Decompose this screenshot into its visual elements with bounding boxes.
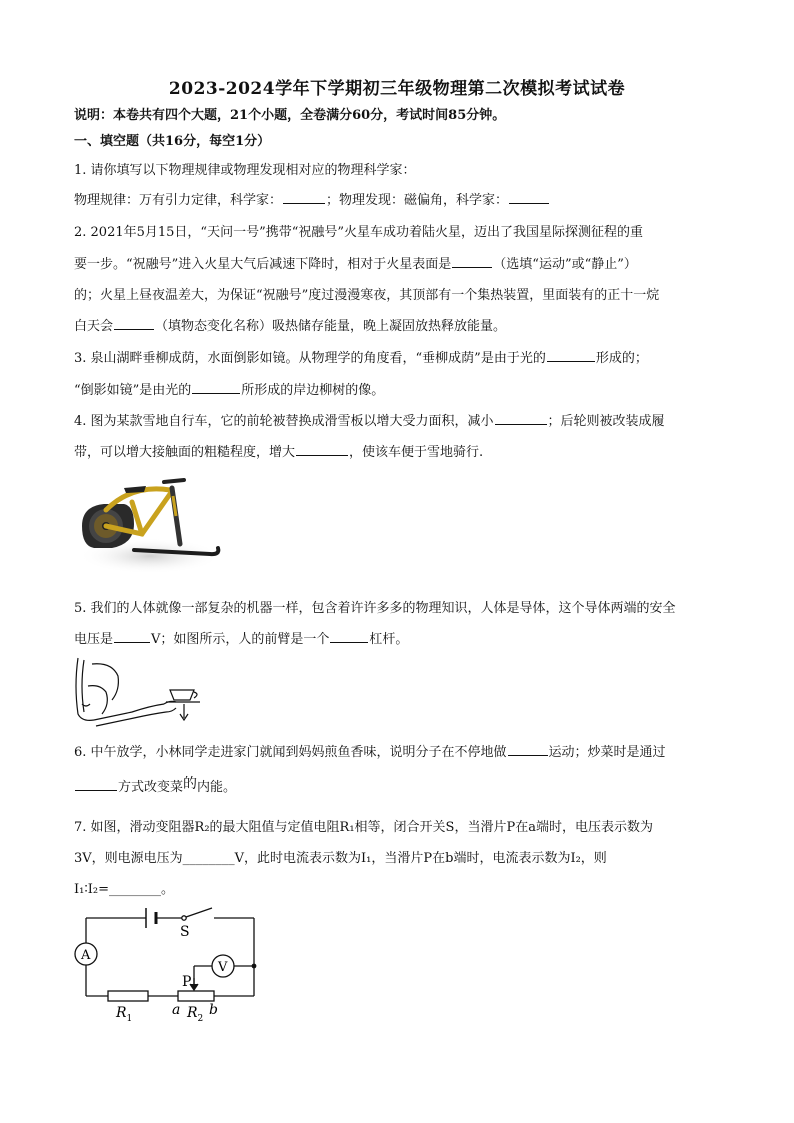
- exam-note: 说明：本卷共有四个大题，21个小题，全卷满分60分，考试时间85分钟。: [74, 108, 506, 123]
- q3-text-b: 形成的；: [595, 351, 648, 366]
- q5-text-a: 电压是: [74, 632, 114, 647]
- end-b-label: b: [209, 1002, 218, 1018]
- q3-text-c: “倒影如镜”是由光的: [74, 383, 192, 398]
- q2-line2: [74, 253, 637, 272]
- q2-text-c: 白天会: [74, 319, 114, 334]
- switch-icon: [182, 908, 212, 920]
- q4-line1: [74, 410, 665, 429]
- q1-line2: [74, 189, 550, 208]
- q7-line3: I₁∶I₂=________。: [74, 882, 174, 897]
- answer-blank[interactable]: [330, 630, 368, 643]
- q2-line3: 的；火星上昼夜温差大，为保证“祝融号”度过漫漫寒夜，其顶部有一个集热装置，里面装有的正十一烷: [74, 288, 660, 303]
- q6-text-d: 的: [183, 776, 198, 792]
- q2-text-d: （填物态变化名称）吸热储存能量，晚上凝固放热释放能量。: [155, 319, 507, 334]
- junction-dot: [252, 964, 257, 969]
- handlebar-icon: [164, 480, 184, 482]
- answer-blank[interactable]: [495, 412, 547, 425]
- end-a-label: a: [172, 1002, 181, 1018]
- r2-label: $R_2$: [187, 1005, 204, 1024]
- circuit-diagram: [70, 898, 270, 1028]
- q7-line2: 3V，则电源电压为________V，此时电流表示数为I₁，当滑片P在b端时，电流表示数为I₂，则: [74, 851, 607, 866]
- q4-text-a: 4. 图为某款雪地自行车，它的前轮被替换成滑雪板以增大受力面积，减小: [74, 414, 494, 429]
- q4-text-d: ，使该车便于雪地骑行.: [349, 445, 484, 460]
- ammeter-icon: [75, 943, 97, 965]
- q3-text-d: 所形成的岸边柳树的像。: [241, 383, 385, 398]
- q1-line1: 1. 请你填写以下物理规律或物理发现相对应的物理科学家：: [74, 163, 416, 178]
- q6-text-b: 运动；炒菜时是通过: [548, 745, 666, 760]
- slider-label: P: [182, 974, 192, 990]
- answer-blank[interactable]: [114, 317, 154, 330]
- voltmeter-label: V: [218, 960, 228, 975]
- snow-bike-figure: [72, 474, 224, 580]
- r1-label: $R_1$: [116, 1005, 133, 1024]
- answer-blank[interactable]: [75, 778, 117, 791]
- q5-line2: [74, 628, 408, 647]
- q6-text-c: 方式改变菜: [118, 780, 184, 795]
- answer-blank[interactable]: [508, 743, 548, 756]
- q5-line1: 5. 我们的人体就像一部复杂的机器一样，包含着许许多多的物理知识，人体是导体，这个导体两端的安全: [74, 601, 676, 616]
- answer-blank[interactable]: [192, 381, 240, 394]
- forearm-lever-figure: [72, 656, 206, 728]
- q3-line2: [74, 379, 384, 398]
- section-heading: 一、填空题（共16分，每空1分）: [74, 134, 271, 149]
- answer-blank[interactable]: [547, 349, 595, 362]
- q6-line2: [74, 776, 236, 796]
- teacup-icon: [166, 690, 200, 702]
- q5-text-b: V；如图所示，人的前臂是一个: [151, 632, 330, 647]
- q7-line1: 7. 如图，滑动变阻器R₂的最大阻值与定值电阻R₁相等，闭合开关S，当滑片P在a端时，电压表示数为: [74, 820, 653, 835]
- answer-blank[interactable]: [452, 255, 492, 268]
- answer-blank[interactable]: [283, 191, 325, 204]
- voltmeter-icon: [212, 955, 234, 977]
- q3-text-a: 3. 泉山湖畔垂柳成荫，水面倒影如镜。从物理学的角度看，“垂柳成荫”是由于光的: [74, 351, 546, 366]
- q4-line2: [74, 441, 483, 460]
- answer-blank[interactable]: [509, 191, 549, 204]
- battery-icon: [146, 908, 156, 928]
- arm-icon: [76, 658, 176, 726]
- q1-text-a: 物理规律：万有引力定律，科学家：: [74, 193, 283, 208]
- q6-text-a: 6. 中午放学，小林同学走进家门就闻到妈妈煎鱼香味，说明分子在不停地做: [74, 745, 507, 760]
- answer-blank[interactable]: [296, 443, 348, 456]
- q4-text-b: ；后轮则被改装成履: [547, 414, 665, 429]
- q5-text-c: 杠杆。: [369, 632, 409, 647]
- q2-text-a: 要一步。“祝融号”进入火星大气后减速下降时，相对于火星表面是: [74, 257, 452, 272]
- seat-icon: [124, 486, 146, 493]
- q2-line4: [74, 315, 506, 334]
- resistor-r1-icon: [108, 991, 148, 1001]
- page-title: 2023-2024学年下学期初三年级物理第二次模拟考试试卷: [168, 79, 626, 99]
- q4-text-c: 带，可以增大接触面的粗糙程度，增大: [74, 445, 296, 460]
- q2-text-b: （选填“运动”或“静止”）: [493, 257, 637, 272]
- q1-text-b: ；物理发现：磁偏角，科学家：: [326, 193, 509, 208]
- switch-label: S: [180, 924, 190, 940]
- q2-line1: 2. 2021年5月15日，“天问一号”携带“祝融号”火星车成功着陆火星，迈出了我国星际探测征程的重: [74, 225, 644, 240]
- rheostat-r2-icon: [178, 991, 214, 1001]
- q6-line1: [74, 741, 666, 760]
- weight-arrow-icon: [180, 704, 188, 720]
- q3-line1: [74, 347, 648, 366]
- q6-text-e: 内能。: [197, 780, 237, 795]
- ammeter-label: A: [81, 948, 91, 963]
- answer-blank[interactable]: [114, 630, 150, 643]
